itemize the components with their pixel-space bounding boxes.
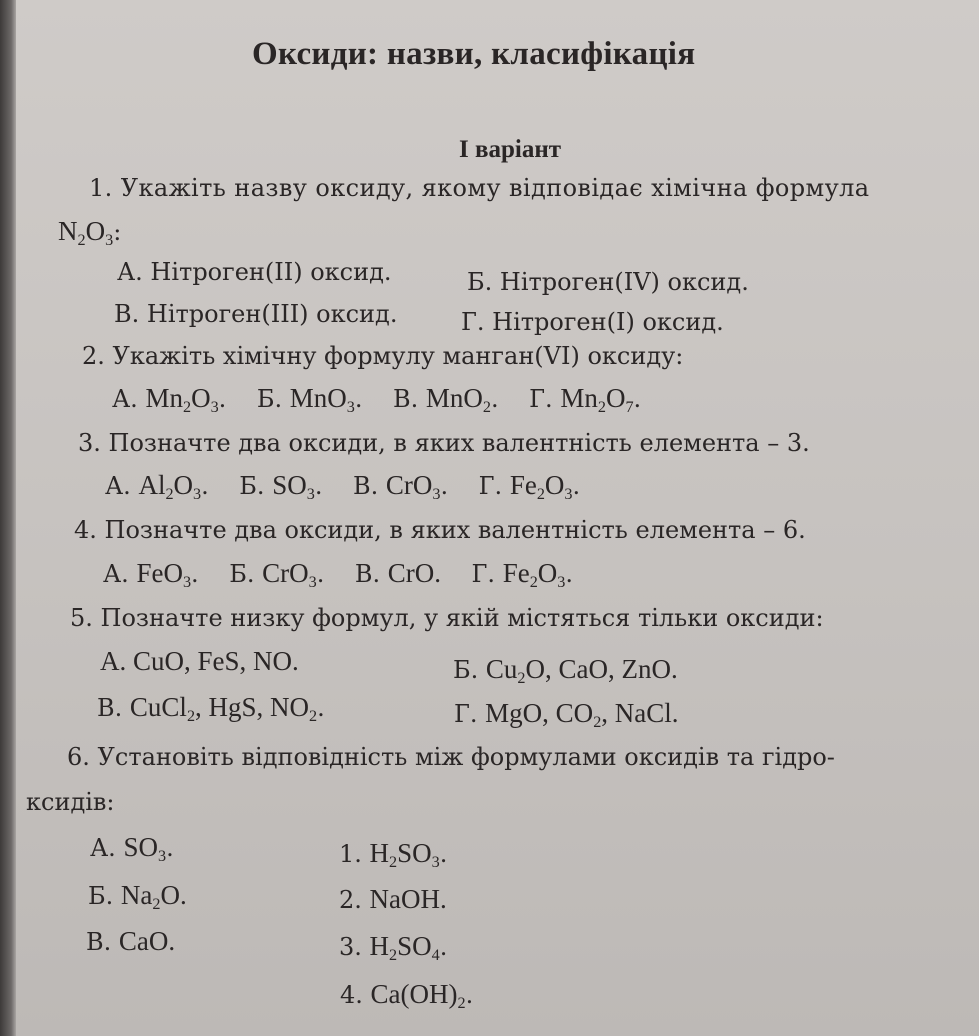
textbook-page (16, 0, 979, 1036)
question-6-text-continued: ксидів: (26, 788, 115, 816)
question-6-text: 6. Установіть відповідність між формулами оксидів та гідро- (67, 743, 835, 771)
question-5-option-g: Г. MgO, $CO_2$, NaCl. (454, 698, 679, 731)
question-1-option-a: А. Нітроген(ІІ) оксид. (117, 258, 392, 286)
question-1-option-v: В. Нітроген(ІІІ) оксид. (114, 300, 398, 328)
question-3-text: 3. Позначте два оксиди, в яких валентність елемента – 3. (78, 429, 810, 457)
question-6-hydroxide-3: 3. $H_2SO_4$. (339, 931, 448, 964)
question-5-option-v: В. CuCl$_2$, HgS, $NO_2$. (97, 692, 325, 725)
question-6-oxide-v: В. CaO. (86, 926, 176, 956)
question-6-oxide-b: Б. $Na_2O$. (88, 880, 187, 913)
book-binding (0, 0, 16, 1036)
question-5-option-a: А. CuO, FeS, NO. (100, 646, 299, 676)
question-2-options: А. $Mn_2O_3$. Б. MnO$_3$. В. MnO$_2$. Г. $Mn_2O_7$. (112, 383, 642, 416)
question-1-formula: $N_2O_3$: (58, 216, 122, 249)
question-6-hydroxide-2: 2. NaOH. (339, 884, 447, 914)
variant-heading: І варіант (459, 136, 562, 163)
question-4-text: 4. Позначте два оксиди, в яких валентність елемента – 6. (74, 516, 806, 544)
question-1-option-b: Б. Нітроген(IV) оксид. (467, 268, 749, 296)
question-5-text: 5. Позначте низку формул, у якій містяться тільки оксиди: (70, 604, 824, 632)
question-5-option-b: Б. $Cu_2O$, CaO, ZnO. (453, 654, 678, 687)
question-6-hydroxide-4: 4. $Ca(OH)_2$. (340, 979, 474, 1012)
page-title: Оксиди: назви, класифікація (252, 36, 696, 72)
question-3-options: А. $Al_2O_3$. Б. $SO_3$. В. CrO$_3$. Г. $Fe_2O_3$. (105, 470, 581, 503)
question-1-text: 1. Укажіть назву оксиду, якому відповідає хімічна формула (89, 174, 870, 202)
question-6-hydroxide-1: 1. $H_2SO_3$. (339, 838, 448, 871)
question-2-text: 2. Укажіть хімічну формулу манган(VI) оксиду: (82, 342, 684, 370)
question-1-option-g: Г. Нітроген(І) оксид. (461, 308, 724, 336)
question-6-oxide-a: А. $SO_3$. (90, 832, 174, 865)
question-4-options: А. FeO$_3$. Б. CrO$_3$. В. CrO. Г. $Fe_2O_3$. (103, 558, 574, 591)
